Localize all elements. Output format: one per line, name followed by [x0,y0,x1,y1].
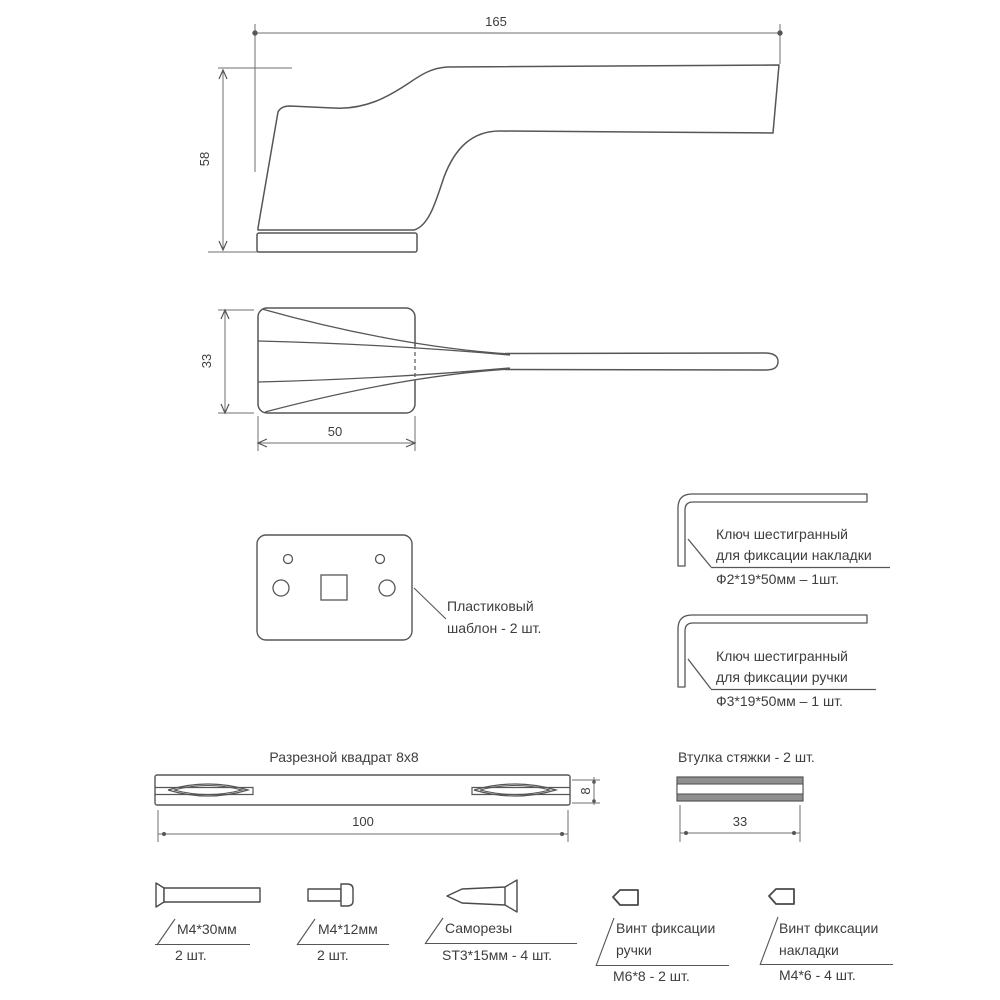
handle-top-view [258,308,778,413]
fastener4-label-line1: Винт фиксации [616,920,716,936]
hex-key2-label-line2: для фиксации ручки [716,669,848,685]
side-view-dimension-arrows [219,31,782,250]
hex-key2-label-line3: Ф3*19*50мм – 1 шт. [716,693,843,709]
fastener2-label-line2: 2 шт. [317,947,349,963]
dim-label-side-height: 58 [196,151,212,167]
fastener5-label-line1: Винт фиксации [779,920,879,936]
dim-label-rose-width: 50 [327,424,343,439]
side-view-dimensions [208,24,780,252]
bolt-m4x30 [156,883,260,907]
fastener2-label-line1: M4*12мм [318,921,378,937]
sleeve-title: Втулка стяжки - 2 шт. [678,749,815,765]
split-square-title: Разрезной квадрат 8х8 [269,749,419,765]
fastener4-label-line3: M6*8 - 2 шт. [613,968,690,984]
hex-key1-label-line3: Ф2*19*50мм – 1шт. [716,571,840,587]
fastener5-label-line2: накладки [779,942,839,958]
dim-label-rose-height: 33 [198,353,214,369]
hex-key1-label-line2: для фиксации накладки [716,547,872,563]
split-square-spindle [155,775,570,805]
fastener4-label-line2: ручки [616,942,652,958]
template-label-line1: Пластиковый [447,598,534,614]
fastener3-label-line1: Саморезы [445,920,513,936]
fastener3-label-line2: ST3*15мм - 4 шт. [442,947,553,963]
fastener1-label-line2: 2 шт. [175,947,207,963]
dim-label-sleeve-length: 33 [732,814,748,829]
self-tapping-screw [447,880,517,912]
set-screw-handle [613,890,638,905]
dim-label-square-height: 8 [577,787,593,795]
split-square-dimension-dots [162,780,596,836]
template-label-line2: шаблон - 2 шт. [447,620,542,636]
fastener5-label-line3: M4*6 - 4 шт. [779,967,856,983]
handle-side-outline [257,65,779,252]
dim-label-square-length: 100 [352,814,374,829]
hex-key1-label-line1: Ключ шестигранный [716,526,848,542]
dim-label-side-width: 165 [485,14,507,29]
hex-key2-label-line1: Ключ шестигранный [716,648,848,664]
plastic-template [257,535,446,640]
bolt-m4x12 [308,884,353,906]
tie-sleeve [677,777,803,801]
fastener1-label-line1: M4*30мм [177,921,237,937]
set-screw-plate [769,889,794,904]
